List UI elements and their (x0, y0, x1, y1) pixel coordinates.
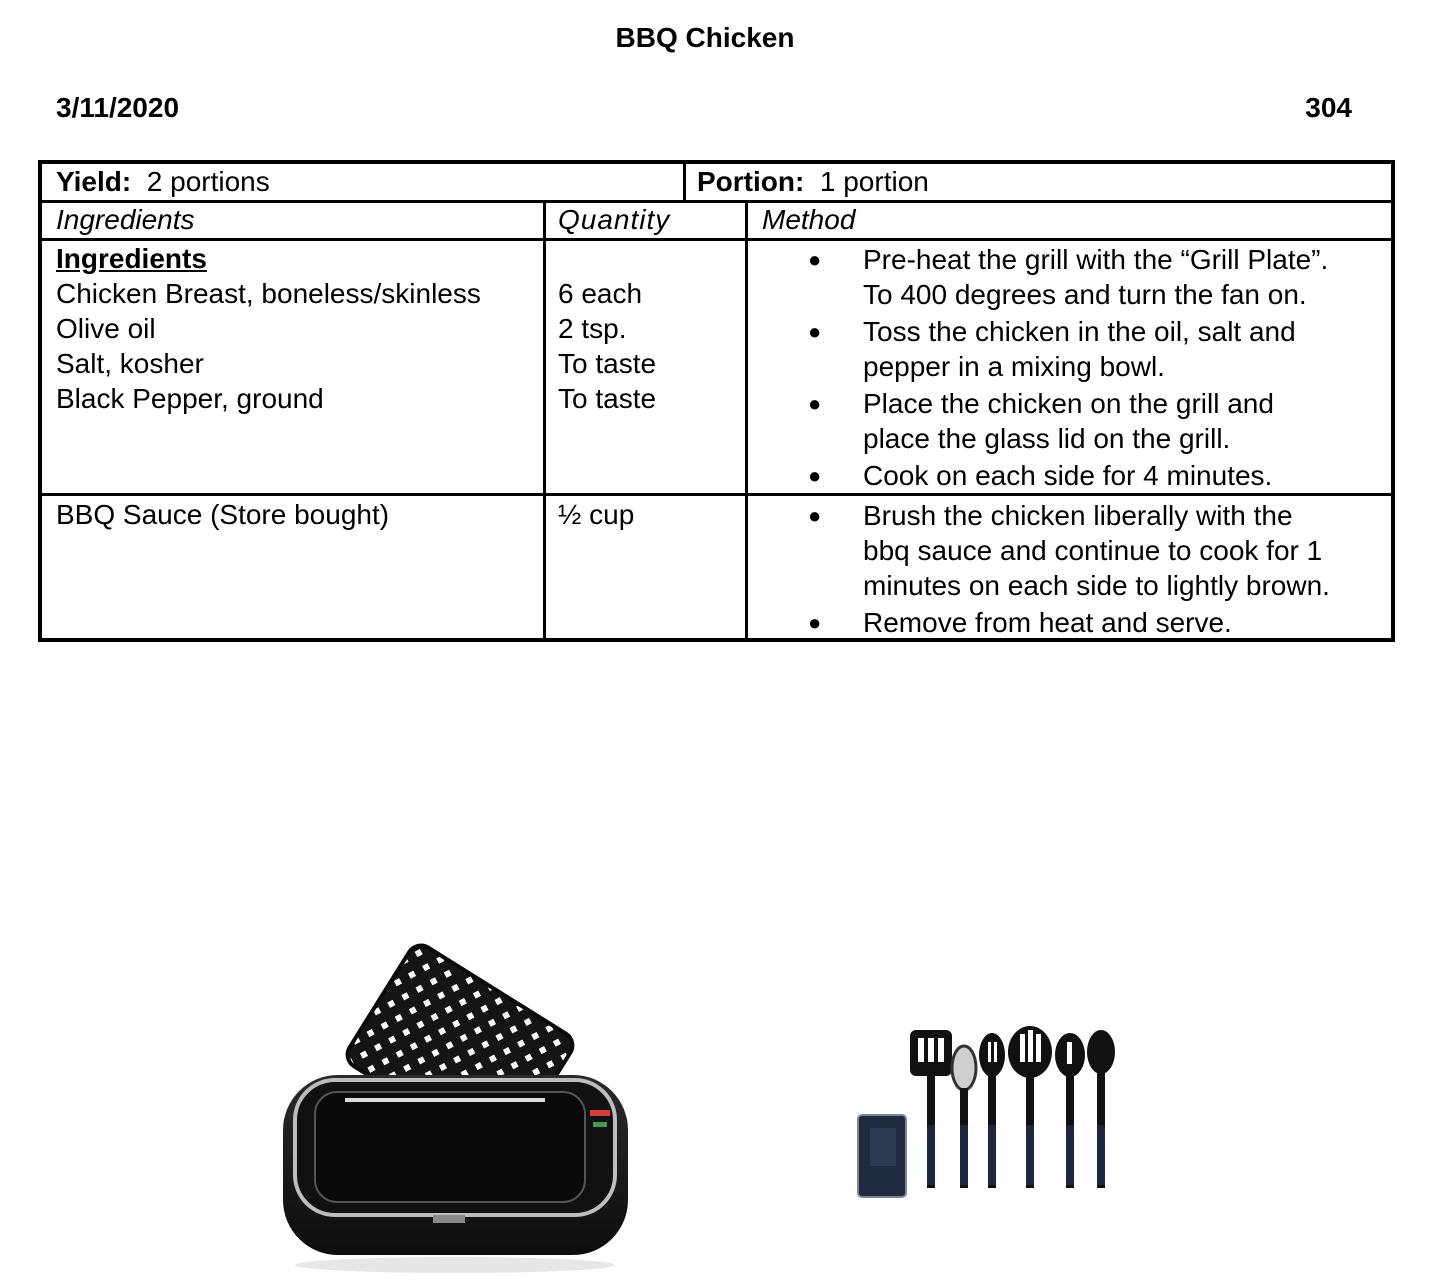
step-text: Brush the chicken liberally with the (863, 500, 1293, 531)
divider (42, 200, 1391, 203)
ingredient-name: Olive oil (56, 313, 156, 344)
ingredient-name: Chicken Breast, boneless/skinless (56, 278, 481, 309)
recipe-title: BBQ Chicken (615, 22, 795, 53)
ingredient-quantity: To taste (558, 383, 657, 414)
column-header-ingredients: Ingredients (56, 204, 195, 235)
step-text: To 400 degrees and turn the fan on. (863, 279, 1307, 310)
method-step (748, 386, 1388, 456)
step-text: Cook on each side for 4 minutes. (863, 460, 1273, 491)
portion-label: Portion: (697, 166, 805, 197)
step-text: Toss the chicken in the oil, salt and (863, 316, 1296, 347)
method-step (748, 314, 1388, 384)
method-step (748, 458, 1388, 493)
step-text: Pre-heat the grill with the “Grill Plate”. (863, 244, 1329, 275)
portion-value: 1 portion (819, 166, 929, 197)
divider (683, 164, 686, 200)
yield-cell (56, 164, 270, 199)
step-text: Place the chicken on the grill and (863, 388, 1274, 419)
quantity-list (558, 276, 656, 416)
recipe-table (38, 160, 1395, 642)
bullet-icon: ● (808, 463, 822, 488)
method-step (748, 498, 1388, 603)
portion-cell (697, 164, 929, 199)
bullet-icon: ● (808, 247, 822, 272)
step-text: pepper in a mixing bowl. (863, 351, 1165, 382)
bullet-icon: ● (808, 391, 822, 416)
step-text: bbq sauce and continue to cook for 1 (863, 535, 1323, 566)
bullet-icon: ● (808, 503, 822, 528)
ingredient-quantity: 2 tsp. (558, 313, 627, 344)
ingredient-quantity: To taste (558, 348, 657, 379)
method-step (748, 242, 1388, 312)
divider (543, 200, 546, 638)
column-header-quantity: Quantity (558, 204, 671, 235)
ingredient-quantity: ½ cup (558, 499, 635, 530)
quantity-list (558, 497, 634, 532)
indoor-grill-image (275, 940, 635, 1280)
method-steps (748, 498, 1388, 642)
section-heading: Ingredients (56, 243, 207, 274)
ingredient-quantity: 6 each (558, 278, 643, 309)
step-text: place the glass lid on the grill. (863, 423, 1231, 454)
utensil-set-image (850, 1020, 1130, 1210)
yield-label: Yield: (56, 166, 132, 197)
step-text: minutes on each side to lightly brown. (863, 570, 1330, 601)
step-text: Remove from heat and serve. (863, 607, 1232, 638)
method-steps (748, 242, 1388, 495)
bullet-icon: ● (808, 610, 822, 635)
page-number: 304 (1305, 92, 1352, 123)
ingredient-name: Black Pepper, ground (56, 383, 324, 414)
ingredient-name: Salt, kosher (56, 348, 204, 379)
ingredient-list (56, 497, 389, 532)
ingredient-list (56, 241, 481, 416)
ingredient-name: BBQ Sauce (Store bought) (56, 499, 390, 530)
bullet-icon: ● (808, 319, 822, 344)
method-step (748, 605, 1388, 640)
yield-value: 2 portions (146, 166, 270, 197)
recipe-date: 3/11/2020 (56, 92, 180, 123)
column-header-method: Method (762, 204, 856, 235)
